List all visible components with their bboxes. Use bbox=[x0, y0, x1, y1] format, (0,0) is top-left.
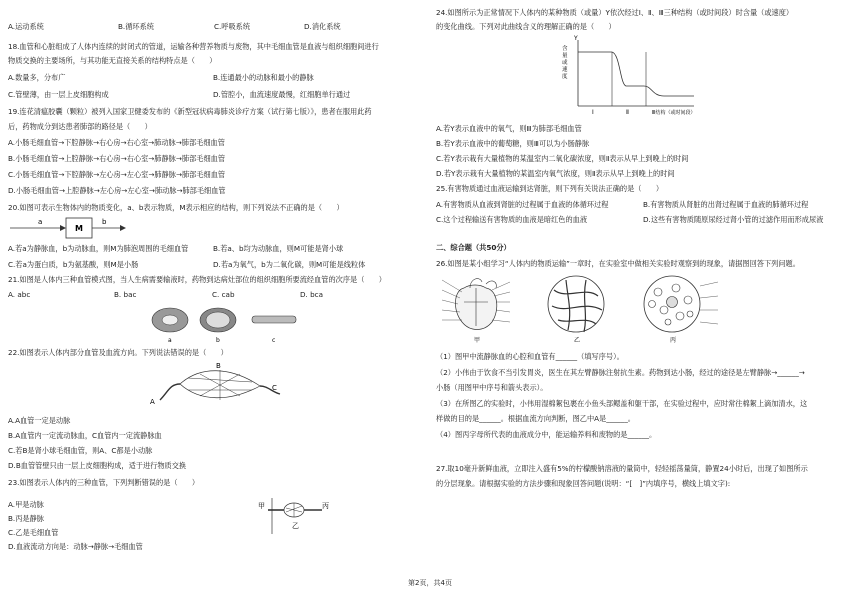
q26-label-jia: 甲 bbox=[474, 337, 481, 344]
vessel-a-line bbox=[160, 384, 180, 400]
page-footer: 第2页，共4页 bbox=[408, 579, 452, 587]
q24-option-c: C.若Y表示栽有大量植物的某温室内二氧化碳浓度，则Ⅱ表示从早上到晚上的时间 bbox=[436, 154, 689, 163]
q21-stem: 21.如图是人体内三种血管模式图，当人生病需要输液时，药物到达病灶部位的组织细胞所要流经血管的次序是（ ） bbox=[8, 275, 386, 284]
q24-option-a: A.若Y表示血液中的氧气，则Ⅲ为肺部毛细血管 bbox=[436, 124, 582, 133]
vessel-c-line bbox=[260, 386, 280, 394]
q20-label-a: a bbox=[38, 218, 43, 226]
vessel-b-lumen bbox=[206, 312, 230, 328]
q24-stem-line2: 的变化曲线。下列对此曲线含义的理解正确的是（ ） bbox=[436, 22, 616, 31]
q24-seg-2: Ⅱ bbox=[626, 109, 629, 116]
q26-stem: 26.如图是某小组学习“人体内的物质运输”一章时，在实验室中做相关实验时观察到的现象，请据图回答下列问题。 bbox=[436, 259, 800, 268]
q23-option-d: D.血液流动方向是：动脉→静脉→毛细血管 bbox=[8, 542, 143, 551]
vessel-c-body bbox=[252, 316, 296, 323]
q24-seg-3: Ⅲ结构（或时间段） bbox=[652, 110, 696, 116]
q22-option-b: B.A血管内一定流动脉血，C血管内一定流静脉血 bbox=[8, 431, 162, 440]
q22-label-c: C bbox=[272, 384, 277, 392]
q22-option-a: A.A血管一定是动脉 bbox=[8, 416, 71, 425]
q21-option-a: A. abc bbox=[8, 290, 31, 299]
q19-option-a: A.小肠毛细血管→下腔静脉→右心房→右心室→肺动脉→肺部毛细血管 bbox=[8, 138, 225, 147]
q19-stem-line1: 19.连花清瘟胶囊（颗粒）被列入国家卫健委发布的《新型冠状病毒肺炎诊疗方案（试行第七版）》，患者在服用此药 bbox=[8, 107, 372, 116]
q24-y-label-0: 含 bbox=[562, 46, 568, 52]
q18-stem-line2: 物质交换的主要场所，与其功能无直接关系的结构特点是（ ） bbox=[8, 56, 217, 65]
q24-seg-1: Ⅰ bbox=[592, 109, 594, 116]
q22-stem: 22.如图表示人体内部分血管及血流方向。下列说法错误的是（ ） bbox=[8, 348, 228, 357]
q26-item-2-cont: 小肠（用图甲中序号和箭头表示）。 bbox=[436, 383, 548, 392]
section-2-title: 二、综合题（共50分） bbox=[436, 243, 511, 252]
q26-heart-figure bbox=[442, 279, 510, 344]
q24-y-label-4: 度 bbox=[562, 74, 568, 80]
q24-curve-figure bbox=[560, 34, 700, 116]
q21-label-a: a bbox=[168, 337, 172, 344]
q26-label-yi: 乙 bbox=[574, 337, 581, 344]
q22-label-a: A bbox=[150, 398, 155, 406]
q21-label-c: c bbox=[272, 337, 276, 344]
q26-item-1: （1）图甲中流静脉血的心腔和血管有______（填写序号）。 bbox=[436, 352, 624, 361]
q26-label-bing: 丙 bbox=[670, 337, 677, 344]
q19-option-b: B.小肠毛细血管→上腔静脉→右心房→右心室→肺静脉→肺部毛细血管 bbox=[8, 154, 226, 163]
q17-option-c: C.呼吸系统 bbox=[214, 22, 251, 31]
q22-option-d: D.B血管管壁只由一层上皮细胞构成，适于进行物质交换 bbox=[8, 461, 187, 470]
q23-capillary-net bbox=[286, 503, 302, 517]
q26-blood-cells-figure bbox=[644, 276, 718, 344]
q24-stem-line1: 24.如图所示为正常情况下人体内的某种物质（或量）Y依次经过Ⅰ、Ⅱ、Ⅲ三种结构（或时间段）时含量（或速度） bbox=[436, 8, 794, 17]
q20-arrowhead-out bbox=[120, 225, 126, 231]
q20-option-b: B.若a、b均为动脉血，则M可能是肾小球 bbox=[213, 244, 344, 253]
q25-option-d: D.这些有害物质随原尿经过肾小管的过滤作用而形成尿液 bbox=[643, 215, 824, 224]
q20-option-c: C.若a为蛋白质，b为氨基酸，则M是小肠 bbox=[8, 260, 139, 269]
q27-stem-line1: 27.取10毫升新鲜血液，立即注入盛有5%的柠檬酸钠溶液的量筒中，轻轻摇荡量筒，静置24小时后，出现了如图所示 bbox=[436, 464, 808, 473]
q20-label-b: b bbox=[102, 218, 107, 226]
q17-option-a: A.运动系统 bbox=[8, 22, 44, 31]
q18-option-b: B.连通最小的动脉和最小的静脉 bbox=[213, 73, 314, 82]
q23-figure bbox=[256, 494, 336, 538]
q20-stem: 20.如图可表示生物体内的物质变化，a、b表示物质，M表示相应的结构，则下列说法不正确的是（ ） bbox=[8, 203, 344, 212]
q26-item-4: （4）图丙字母所代表的血液成分中，能运输养料和废物的是______。 bbox=[436, 430, 657, 439]
q25-stem: 25.有害物质通过血液运输到达肾脏，则下列有关说法正确的是（ ） bbox=[436, 184, 664, 193]
q24-y-symbol: Y bbox=[574, 35, 578, 42]
q22-vessels-figure bbox=[140, 362, 290, 412]
q21-vessels-figure bbox=[150, 302, 300, 346]
q26-fish-tail-figure bbox=[548, 276, 604, 344]
q26-figures bbox=[436, 270, 856, 346]
q19-stem-line2: 后，药物成分到达患者肺部的路径是（ ） bbox=[8, 122, 152, 131]
q18-stem-line1: 18.血管和心脏组成了人体内连续的封闭式的管道，运输各种营养物质与废物，其中毛细血管是血液与组织细胞间进行 bbox=[8, 42, 379, 51]
q22-label-b: B bbox=[216, 362, 221, 370]
q24-curve bbox=[578, 52, 694, 96]
q23-option-c: C.乙是毛细血管 bbox=[8, 528, 59, 537]
vessel-a-lumen bbox=[162, 315, 178, 325]
q23-label-bing: 丙 bbox=[322, 502, 329, 510]
q21-option-d: D. bca bbox=[300, 290, 324, 299]
q25-option-a: A.有害物质从血液到肾脏的过程属于血液的体循环过程 bbox=[436, 200, 609, 209]
q21-option-b: B. bac bbox=[114, 290, 137, 299]
q22-option-c: C.若B是肾小球毛细血管，则A、C都是小动脉 bbox=[8, 446, 153, 455]
q25-option-c: C.这个过程输送有害物质的血液是暗红色的血液 bbox=[436, 215, 588, 224]
q24-y-label-3: 速 bbox=[562, 67, 568, 73]
q21-label-b: b bbox=[216, 337, 220, 344]
q23-label-yi: 乙 bbox=[292, 522, 299, 530]
q18-option-a: A.数量多，分布广 bbox=[8, 73, 66, 82]
q17-option-b: B.循环系统 bbox=[118, 22, 154, 31]
q21-option-c: C. cab bbox=[212, 290, 235, 299]
q17-option-d: D.消化系统 bbox=[304, 22, 341, 31]
q20-option-d: D.若a为氧气，b为二氧化碳，则M可能是线粒体 bbox=[213, 260, 366, 269]
q24-y-label-2: 或 bbox=[562, 60, 568, 66]
q20-figure bbox=[8, 214, 128, 244]
q24-y-label-1: 量 bbox=[562, 53, 568, 59]
q27-stem-line2: 的分层现象。请根据实验的方法步骤和现象回答问题(说明：“[ ]”内填序号，横线上填文字): bbox=[436, 479, 731, 488]
q18-option-d: D.管腔小，血流速度最慢，红细胞单行通过 bbox=[213, 90, 351, 99]
q19-option-d: D.小肠毛细血管→上腔静脉→左心房→左心室→肺动脉→肺部毛细血管 bbox=[8, 186, 226, 195]
q18-option-c: C.管壁薄，由一层上皮细胞构成 bbox=[8, 90, 109, 99]
q23-label-jia: 甲 bbox=[258, 502, 265, 510]
q23-option-b: B.丙是静脉 bbox=[8, 514, 44, 523]
q23-stem: 23.如图表示人体内的三种血管，下列判断错误的是（ ） bbox=[8, 478, 200, 487]
q24-option-b: B.若Y表示血液中的葡萄糖，则Ⅲ可以为小肠静脉 bbox=[436, 139, 590, 148]
q20-option-a: A.若a为静脉血，b为动脉血，则M为肺泡周围的毛细血管 bbox=[8, 244, 189, 253]
q24-option-d: D.若Y表示栽有大量植物的某温室内氧气浓度，则Ⅱ表示从早上到晚上的时间 bbox=[436, 169, 675, 178]
q20-arrowhead-in bbox=[60, 225, 66, 231]
q19-option-c: C.小肠毛细血管→下腔静脉→左心房→左心室→肺静脉→肺部毛细血管 bbox=[8, 170, 226, 179]
q26-item-2: （2）小伟由于饮食不当引发胃炎，医生在其左臂静脉注射抗生素。药物到达小肠，经过的途径是左臂静脉→______→ bbox=[436, 368, 805, 377]
q20-label-m: M bbox=[75, 224, 83, 233]
capillary-net bbox=[188, 370, 252, 400]
q25-option-b: B.有害物质从肾脏的出肾过程属于血液的肺循环过程 bbox=[643, 200, 809, 209]
q26-item-3-cont: 样做的目的是______。根据血流方向判断，图乙中A是______。 bbox=[436, 414, 635, 423]
q23-option-a: A.甲是动脉 bbox=[8, 500, 44, 509]
q26-item-3: （3）在所图乙的实验时，小伟用湿棉絮包裹在小鱼头部鳃盖和躯干部，在实验过程中，应时常往棉絮上滴加清水，这 bbox=[436, 399, 808, 408]
